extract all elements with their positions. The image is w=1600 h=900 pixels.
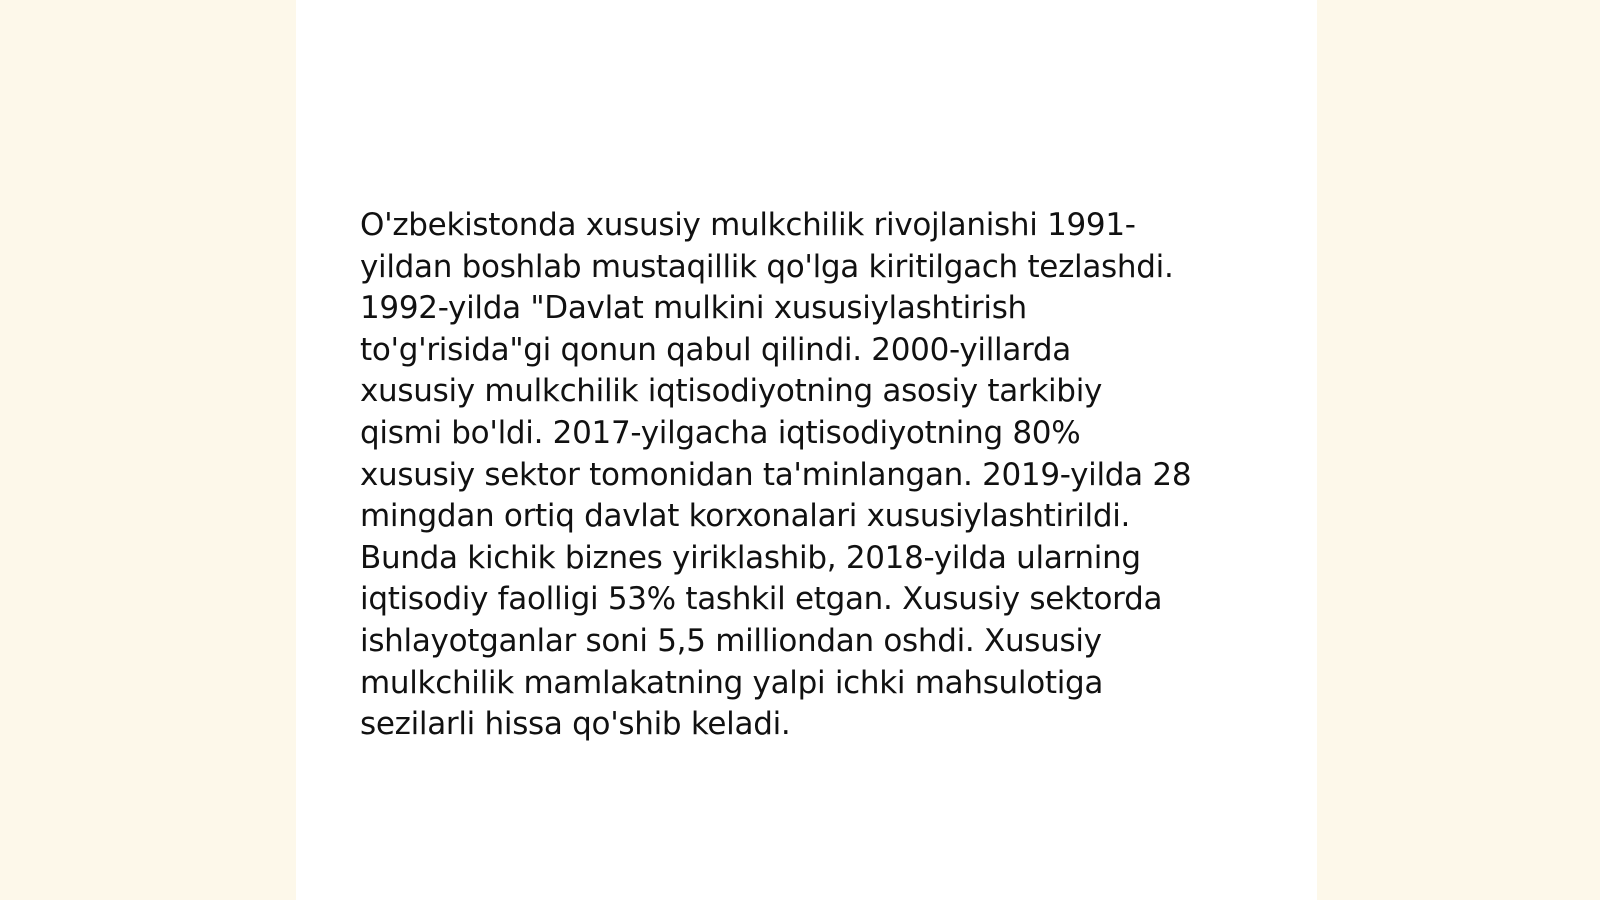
paragraph-line: qismi bo'ldi. 2017-yilgacha iqtisodiyotning 80% [360,414,1081,451]
body-paragraph [360,205,1255,746]
paragraph-line: to'g'risida"gi qonun qabul qilindi. 2000-yillarda [360,331,1072,368]
paragraph-line: ishlayotganlar soni 5,5 milliondan oshdi. Xususiy [360,622,1102,659]
paragraph-line: xususiy sektor tomonidan ta'minlangan. 2019-yilda 28 [360,456,1192,493]
paragraph-line: 1992-yilda "Davlat mulkini xususiylashtirish [360,290,1027,327]
paragraph-line: mingdan ortiq davlat korxonalari xususiylashtirildi. [360,498,1131,535]
paragraph-line: yildan boshlab mustaqillik qo'lga kiritilgach tezlashdi. [360,248,1174,285]
paragraph-line: xususiy mulkchilik iqtisodiyotning asosiy tarkibiy [360,373,1103,410]
paragraph-line: Bunda kichik biznes yiriklashib, 2018-yilda ularning [360,539,1141,576]
paragraph-line: mulkchilik mamlakatning yalpi ichki mahsulotiga [360,664,1104,701]
paragraph-line: O'zbekistonda xususiy mulkchilik rivojlanishi 1991- [360,207,1136,243]
document-page [296,0,1317,900]
paragraph-line: sezilarli hissa qo'shib keladi. [360,706,791,743]
paragraph-line: iqtisodiy faolligi 53% tashkil etgan. Xususiy sektorda [360,581,1163,618]
